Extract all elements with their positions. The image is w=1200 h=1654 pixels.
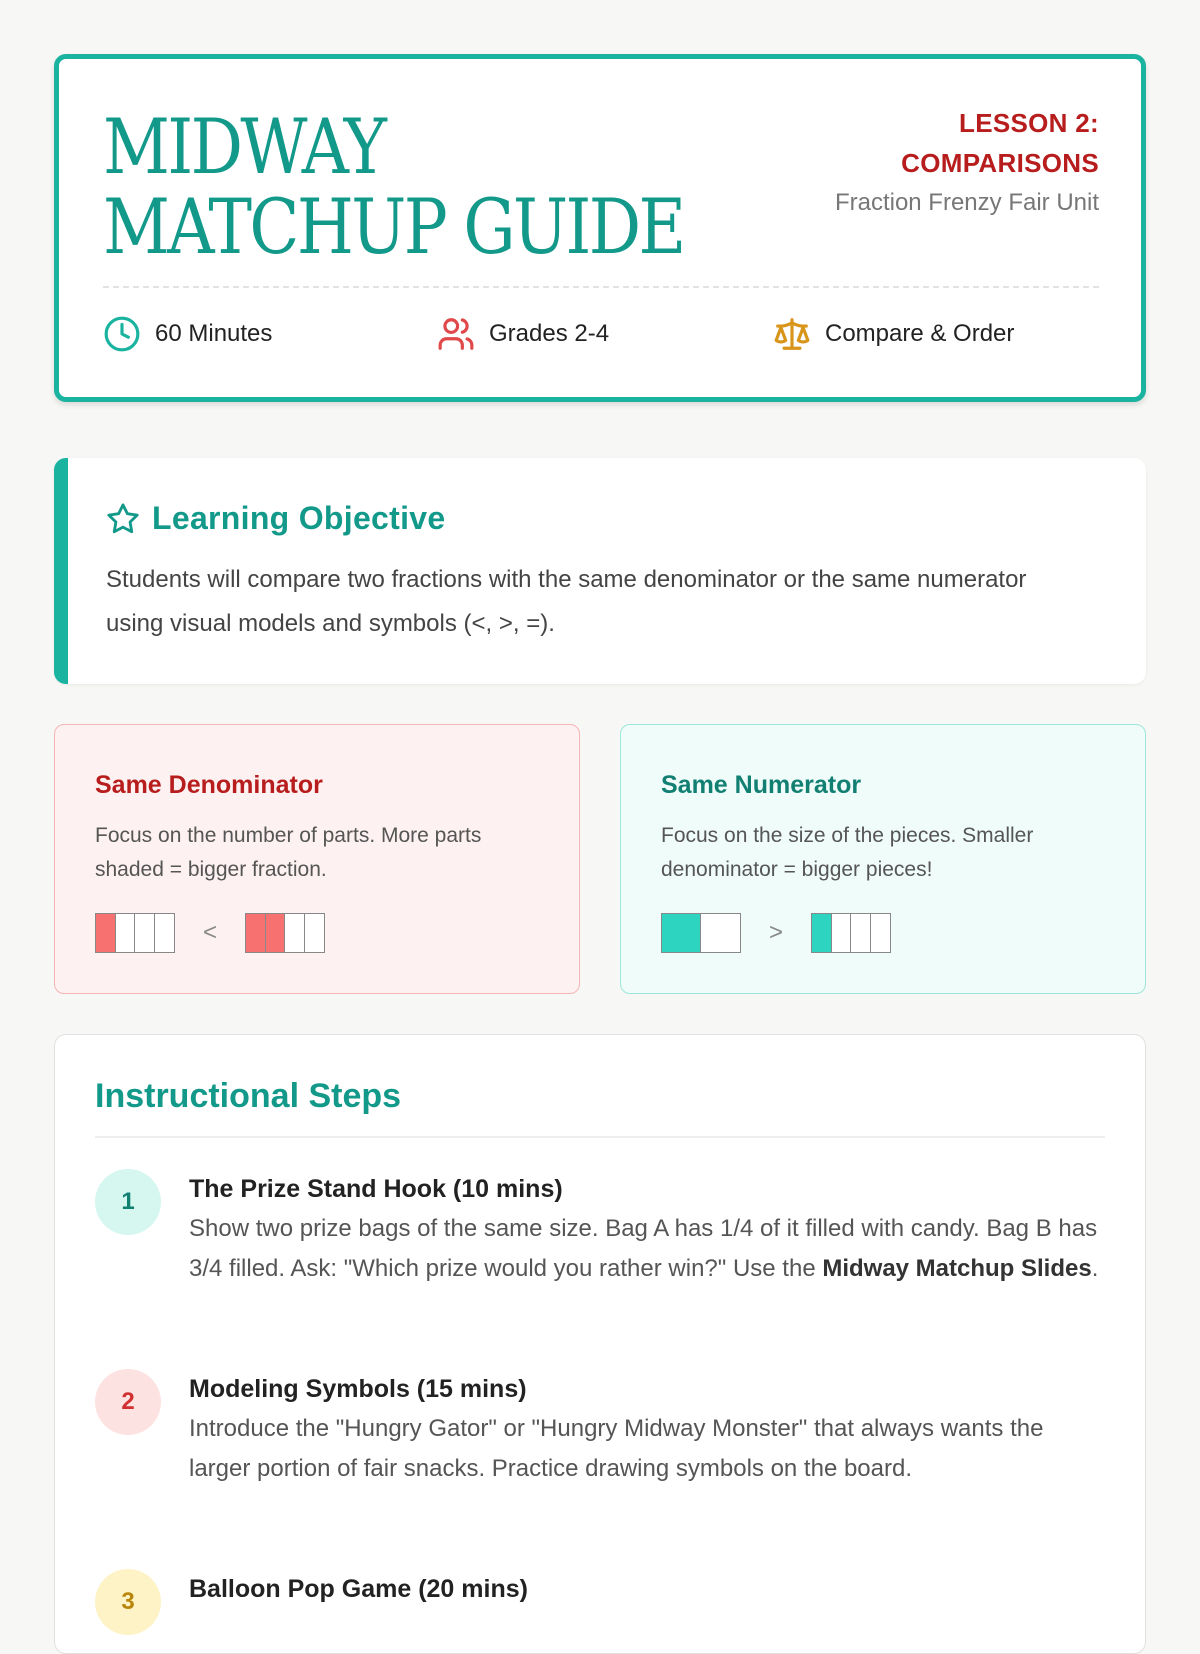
comparison-symbol: <	[202, 919, 217, 946]
meta-row	[103, 314, 1099, 354]
fraction-bars	[95, 913, 325, 953]
step-number-badge: 3	[95, 1569, 161, 1635]
same-denominator-box	[54, 724, 580, 994]
fraction-part-empty	[871, 914, 891, 952]
step-description-end: .	[1091, 1255, 1099, 1282]
step-title: Modeling Symbols (15 mins)	[189, 1375, 527, 1403]
users-icon	[437, 315, 475, 353]
fraction-part-empty	[305, 914, 325, 952]
step-description-text: Show two prize bags of the same size. Bag A has 1/4 of it filled with candy. Bag B has 3/4 filled. Ask: "Which prize would you rather win?" Use the	[189, 1215, 1098, 1282]
meta-skill	[773, 314, 1014, 354]
fraction-part-shaded	[246, 914, 266, 952]
comparison-symbol: >	[768, 919, 783, 946]
fraction-bar-left	[95, 913, 175, 953]
fraction-part-empty	[116, 914, 136, 952]
fraction-part-empty	[701, 914, 740, 952]
meta-grades-text: Grades 2-4	[489, 320, 610, 347]
fraction-bar-right	[245, 913, 325, 953]
step-description: Introduce the "Hungry Gator" or "Hungry Midway Monster" that always wants the larger portion of fair snacks. Practice drawing symbols on the board.	[189, 1415, 1044, 1482]
lesson-unit: Fraction Frenzy Fair Unit	[834, 189, 1099, 216]
fraction-part-empty	[155, 914, 175, 952]
star-icon	[106, 502, 140, 536]
comparison-text: Focus on the number of parts. More parts shaded = bigger fraction.	[95, 824, 482, 881]
fraction-part-shaded	[266, 914, 286, 952]
page-title: MIDWAY MATCHUP GUIDE	[103, 102, 684, 271]
objective-card	[54, 458, 1146, 684]
fraction-part-shaded	[812, 914, 832, 952]
step-description	[189, 1209, 1099, 1289]
step-number-badge: 2	[95, 1369, 161, 1435]
objective-title: Learning Objective	[152, 500, 446, 536]
clock-icon	[103, 315, 141, 353]
steps-title: Instructional Steps	[95, 1077, 402, 1115]
lesson-title: LESSON 2: COMPARISONS	[901, 108, 1099, 178]
fraction-part-shaded	[662, 914, 701, 952]
objective-text: Students will compare two fractions with the same denominator or the same numerator using visual models and symbols (<, >, =).	[106, 566, 1027, 637]
meta-duration-text: 60 Minutes	[155, 320, 273, 347]
fraction-bar-left	[661, 913, 741, 953]
fraction-part-shaded	[96, 914, 116, 952]
lesson-info	[799, 103, 1099, 223]
meta-duration	[103, 314, 272, 354]
comparison-title: Same Numerator	[661, 771, 862, 799]
objective-heading	[106, 500, 445, 537]
same-numerator-box	[620, 724, 1146, 994]
header-divider	[103, 286, 1099, 288]
steps-card	[54, 1034, 1146, 1654]
scale-icon	[773, 315, 811, 353]
step-title: Balloon Pop Game (20 mins)	[189, 1575, 528, 1603]
meta-skill-text: Compare & Order	[825, 320, 1015, 347]
fraction-bars	[661, 913, 891, 953]
steps-divider	[95, 1136, 1105, 1138]
meta-grades	[437, 314, 609, 354]
fraction-part-empty	[851, 914, 871, 952]
comparison-title: Same Denominator	[95, 771, 323, 799]
fraction-part-empty	[135, 914, 155, 952]
step-title: The Prize Stand Hook (10 mins)	[189, 1175, 563, 1203]
header-card	[54, 54, 1146, 402]
fraction-bar-right	[811, 913, 891, 953]
slides-reference: Midway Matchup Slides	[822, 1255, 1092, 1282]
step-number-badge: 1	[95, 1169, 161, 1235]
comparison-text: Focus on the size of the pieces. Smaller denominator = bigger pieces!	[661, 824, 1034, 881]
fraction-part-empty	[285, 914, 305, 952]
fraction-part-empty	[832, 914, 852, 952]
